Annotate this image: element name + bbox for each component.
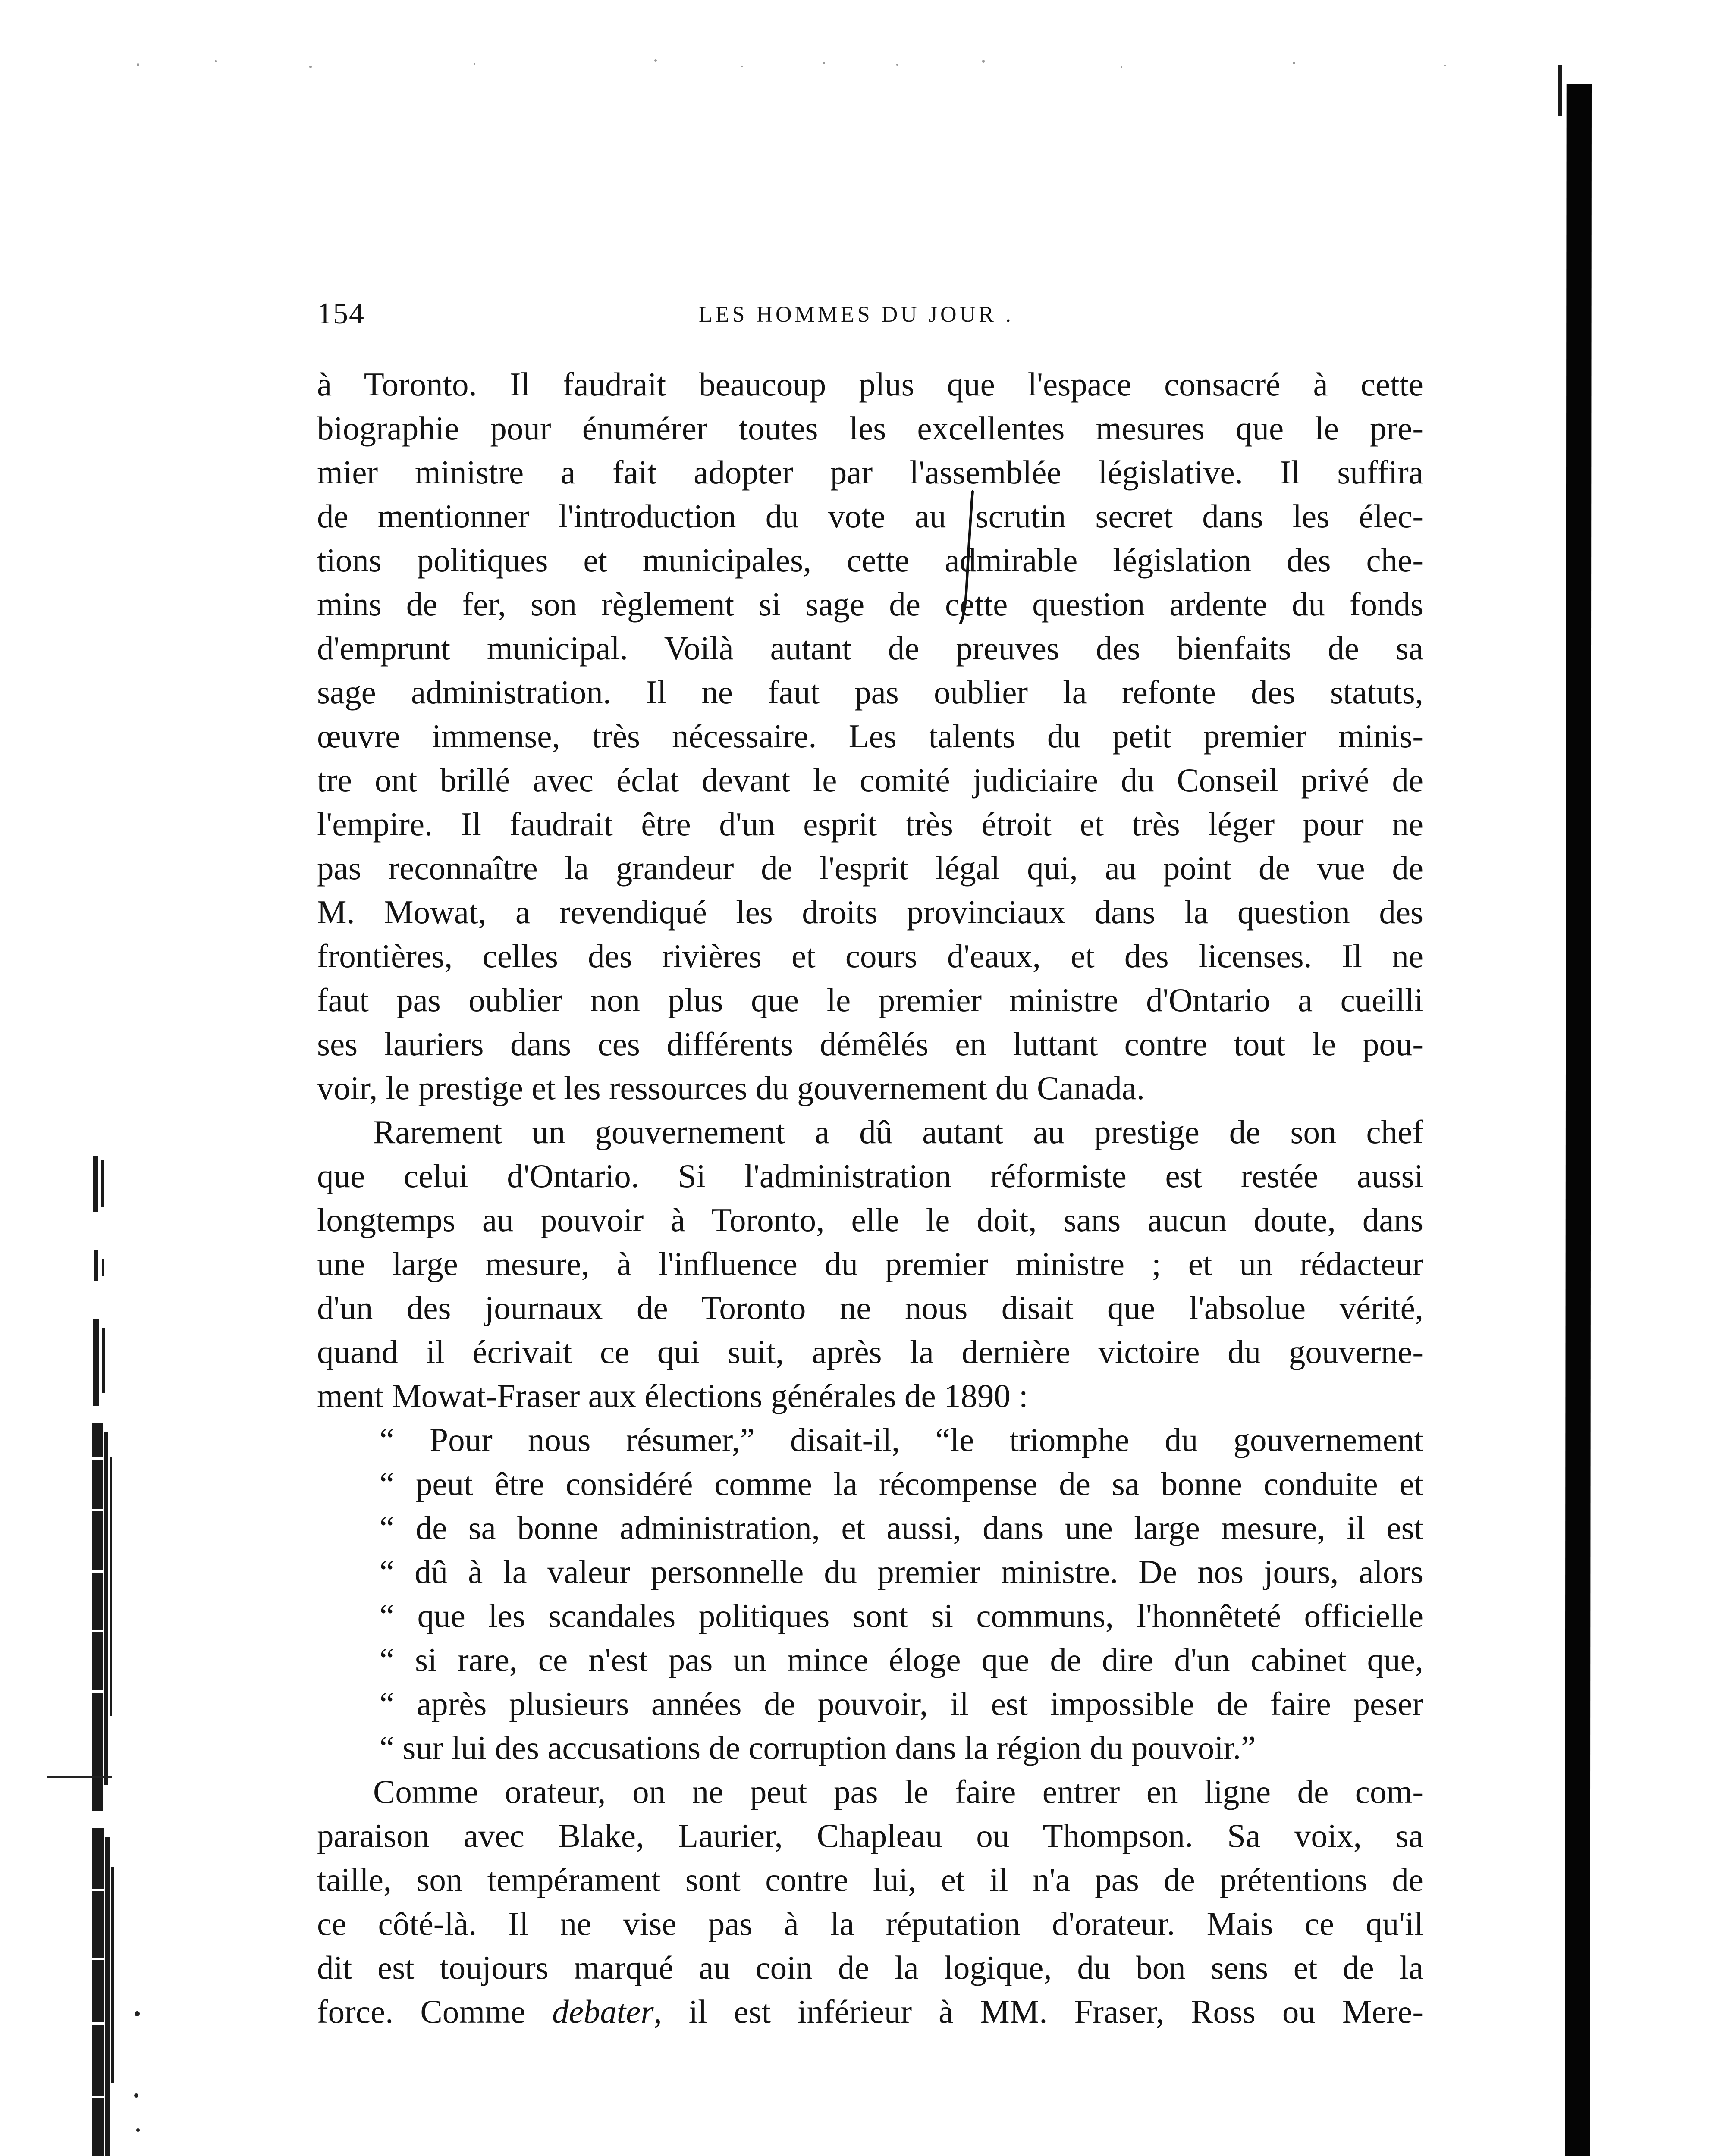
quote-line: “ dû à la valeur personnelle du premier ministre. De nos jours, alors [380,1553,1423,1590]
text-line: mier ministre a fait adopter par l'assemblée législative. Il suffira [317,454,1423,491]
running-title: LES HOMMES DU JOUR . [699,302,1014,327]
text-line: d'emprunt municipal. Voilà autant de preuves des bienfaits de sa [317,630,1423,667]
text-line: ses lauriers dans ces différents démêlés en luttant contre tout le pou- [317,1025,1423,1062]
quotation [317,1418,1423,1770]
scan-barcode-strip [85,1156,150,2156]
text-line: tre ont brillé avec éclat devant le comité judiciaire du Conseil privé de [317,761,1423,799]
text-segment: force. Comme [317,1993,553,2030]
text-line: une large mesure, à l'influence du premier ministre ; et un rédacteur [317,1245,1423,1282]
text-line: biographie pour énumérer toutes les excellentes mesures que le pre- [317,410,1423,447]
text-line: d'un des journaux de Toronto ne nous disait que l'absolue vérité, [317,1289,1423,1326]
text-line: ment Mowat-Fraser aux élections générales de 1890 : [317,1377,1028,1414]
text-line: voir, le prestige et les ressources du gouvernement du Canada. [317,1069,1145,1106]
text-line: Rarement un gouvernement a dû autant au prestige de son chef [373,1113,1423,1150]
page-number: 154 [317,297,365,330]
text-line: de mentionner l'introduction du vote au scrutin secret dans les élec- [317,498,1423,535]
text-segment: , il est inférieur à MM. Fraser, Ross ou Mere- [653,1993,1423,2030]
text-line: tions politiques et municipales, cette admirable législation des che- [317,542,1423,579]
paragraph-4 [317,1770,1423,2034]
text-line: ce côté-là. Il ne vise pas à la réputation d'orateur. Mais ce qu'il [317,1905,1423,1942]
text-line: M. Mowat, a revendiqué les droits provinciaux dans la question des [317,893,1423,931]
text-line: longtemps au pouvoir à Toronto, elle le doit, sans aucun doute, dans [317,1201,1423,1238]
text-line: à Toronto. Il faudrait beaucoup plus que l'espace consacré à cette [317,366,1423,403]
text-line: faut pas oublier non plus que le premier ministre d'Ontario a cueilli [317,981,1423,1018]
text-line: dit est toujours marqué au coin de la logique, du bon sens et de la [317,1949,1423,1986]
scan-noise-top [86,52,1510,78]
text-line: taille, son tempérament sont contre lui, et il n'a pas de prétentions de [317,1861,1423,1898]
text-line: pas reconnaître la grandeur de l'esprit légal qui, au point de vue de [317,849,1423,887]
paragraph-2 [317,1110,1423,1418]
text-line: Comme orateur, on ne peut pas le faire entrer en ligne de com- [373,1773,1423,1810]
text-line: œuvre immense, très nécessaire. Les talents du petit premier minis- [317,718,1423,755]
quote-line: “ peut être considéré comme la récompense de sa bonne conduite et [380,1465,1423,1502]
quote-line: “ après plusieurs années de pouvoir, il est impossible de faire peser [380,1685,1423,1722]
scan-margin-rule [47,1776,112,1778]
text-line: sage administration. Il ne faut pas oublier la refonte des statuts, [317,674,1423,711]
text-line: l'empire. Il faudrait être d'un esprit très étroit et très léger pour ne [317,805,1423,843]
italic-word: debater [552,1993,654,2030]
text-line: que celui d'Ontario. Si l'administration réformiste est restée aussi [317,1157,1423,1194]
text-line: paraison avec Blake, Laurier, Chapleau ou Thompson. Sa voix, sa [317,1817,1423,1854]
text-line-final [317,1990,1423,2034]
text-line: quand il écrivait ce qui suit, après la dernière victoire du gouverne- [317,1333,1423,1370]
body-text [317,362,1423,2034]
running-header [317,297,1423,335]
page-gutter-shadow [1565,84,1592,2156]
paragraph-1 [317,362,1423,1110]
quote-line: “ de sa bonne administration, et aussi, dans une large mesure, il est [380,1509,1423,1546]
quote-line: “ si rare, ce n'est pas un mince éloge que de dire d'un cabinet que, [380,1641,1423,1678]
text-line: mins de fer, son règlement si sage de cette question ardente du fonds [317,586,1423,623]
text-line: frontières, celles des rivières et cours d'eaux, et des licenses. Il ne [317,937,1423,975]
scan-edge-mark [1558,65,1562,116]
quote-line: “ que les scandales politiques sont si communs, l'honnêteté officielle [380,1597,1423,1634]
quote-line: “ Pour nous résumer,” disait-il, “le triomphe du gouvernement [380,1421,1423,1458]
quote-line: “ sur lui des accusations de corruption dans la région du pouvoir.” [380,1729,1256,1766]
